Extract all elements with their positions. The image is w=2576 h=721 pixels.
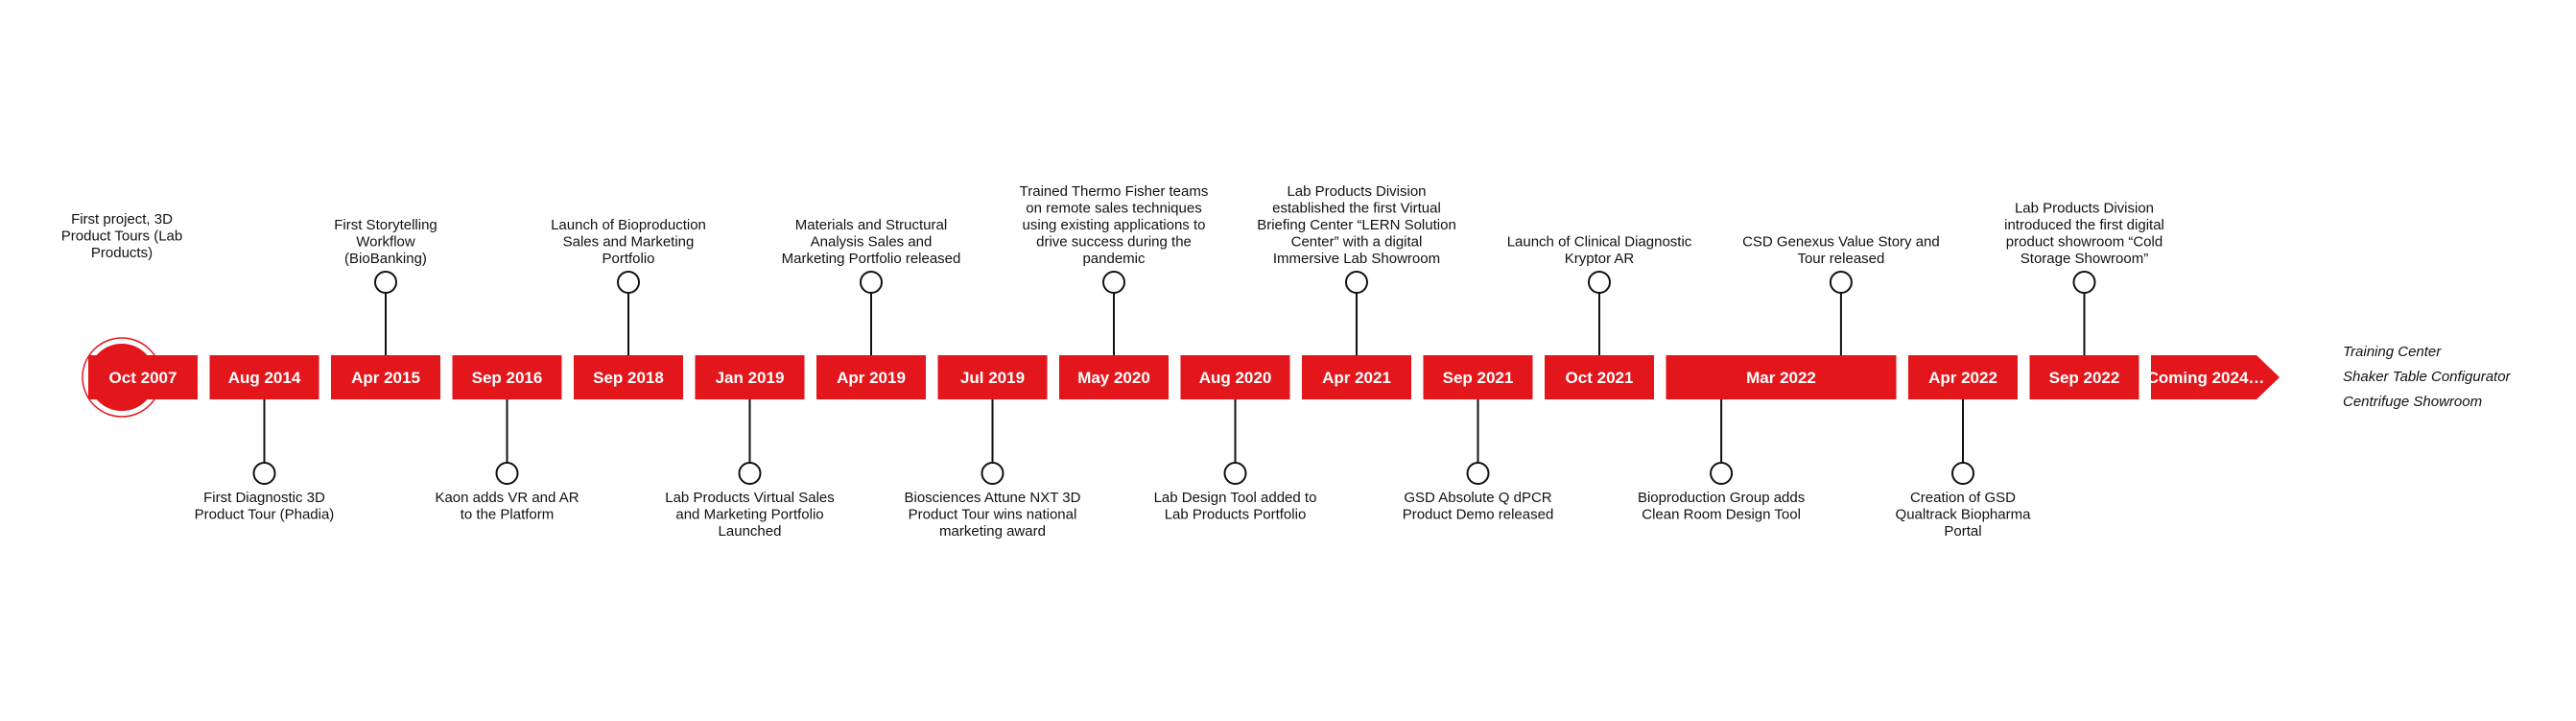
- connector-circle: [618, 272, 639, 293]
- connector-circle: [1468, 463, 1489, 484]
- description-line: Materials and Structural: [794, 217, 948, 233]
- connector-circle: [1103, 272, 1124, 293]
- date-label: Oct 2021: [1565, 369, 1634, 387]
- connector-circle: [1831, 272, 1852, 293]
- description-line: Center” with a digital: [1290, 233, 1423, 251]
- description-line: Lab Design Tool added to: [1153, 490, 1317, 506]
- description-line: product showroom “Cold: [2005, 233, 2163, 251]
- description-line: Qualtrack Biopharma: [1895, 506, 2031, 523]
- description-line: marketing award: [939, 523, 1046, 540]
- description-line: introduced the first digital: [2004, 217, 2164, 233]
- connector-circle: [254, 463, 275, 484]
- milestone: [1302, 355, 1411, 399]
- description-line: Biosciences Attune NXT 3D: [904, 490, 1081, 506]
- date-label: Sep 2021: [1442, 369, 1514, 387]
- description-line: Products): [90, 245, 154, 261]
- date-label: Aug 2014: [227, 369, 301, 387]
- date-label: Mar 2022: [1746, 369, 1816, 387]
- milestone: [453, 355, 562, 399]
- milestone: [938, 355, 1048, 399]
- description-line: (BioBanking): [344, 251, 427, 267]
- connector-circle: [1952, 463, 1973, 484]
- milestone: [1059, 355, 1169, 399]
- description-line: Storage Showroom”: [2020, 251, 2149, 267]
- milestone-description: [1154, 490, 1317, 523]
- description-line: Immersive Lab Showroom: [1272, 251, 1441, 267]
- milestone: [1908, 355, 2018, 399]
- description-line: and Marketing Portfolio: [675, 506, 824, 523]
- milestone: [574, 355, 683, 399]
- connector-circle: [497, 463, 518, 484]
- description-line: Analysis Sales and: [810, 233, 933, 251]
- connector-circle: [982, 463, 1004, 484]
- description-line: Portfolio: [602, 251, 655, 267]
- description-line: Bioproduction Group adds: [1637, 490, 1806, 506]
- description-line: CSD Genexus Value Story and: [1742, 233, 1940, 251]
- description-line: Sales and Marketing: [562, 233, 695, 251]
- description-line: GSD Absolute Q dPCR: [1404, 490, 1552, 506]
- description-line: Lab Products Portfolio: [1164, 506, 1307, 523]
- milestone-description: [1742, 234, 1940, 268]
- coming-item: Training Center: [2343, 344, 2442, 360]
- description-line: Portal: [1944, 523, 1982, 540]
- description-line: to the Platform: [460, 506, 555, 523]
- milestone: [1181, 355, 1290, 399]
- description-line: Tour released: [1797, 251, 1885, 267]
- date-label: Apr 2019: [837, 369, 906, 387]
- description-line: Product Tour (Phadia): [194, 506, 335, 523]
- description-line: pandemic: [1082, 251, 1146, 267]
- milestone-description: [1896, 490, 2032, 540]
- description-line: Workflow: [356, 233, 415, 251]
- milestone: [1545, 355, 1654, 399]
- date-label: Apr 2022: [1928, 369, 1997, 387]
- description-line: First project, 3D: [71, 211, 173, 228]
- description-line: Launch of Bioproduction: [551, 217, 706, 233]
- description-line: Trained Thermo Fisher teams: [1019, 183, 1209, 200]
- date-label: Sep 2016: [471, 369, 543, 387]
- date-label: Sep 2018: [593, 369, 664, 387]
- milestone-description: [905, 490, 1081, 540]
- date-label: Jan 2019: [715, 369, 785, 387]
- milestone-description: [551, 217, 706, 267]
- date-label: Coming 2024…: [2146, 369, 2265, 387]
- milestone-description: [782, 217, 961, 267]
- milestone-description: [195, 490, 335, 523]
- milestone: [696, 355, 805, 399]
- milestone: [1424, 355, 1533, 399]
- description-line: established the first Virtual: [1272, 200, 1441, 217]
- description-line: First Storytelling: [334, 217, 437, 233]
- connector-circle: [1589, 272, 1610, 293]
- milestone: [331, 355, 440, 399]
- date-label: Oct 2007: [108, 369, 177, 387]
- description-line: Product Tours (Lab: [60, 228, 183, 245]
- description-line: Kryptor AR: [1564, 251, 1635, 267]
- date-label: Apr 2015: [351, 369, 420, 387]
- description-line: Creation of GSD: [1909, 490, 2017, 506]
- timeline-bar: [83, 338, 2280, 417]
- description-line: First Diagnostic 3D: [203, 490, 325, 506]
- description-line: Briefing Center “LERN Solution: [1257, 217, 1456, 233]
- description-line: Lab Products Division: [2014, 200, 2155, 217]
- description-line: Marketing Portfolio released: [781, 251, 961, 267]
- connector-circle: [375, 272, 396, 293]
- description-line: Launched: [718, 523, 782, 540]
- description-line: Clean Room Design Tool: [1642, 506, 1801, 523]
- milestone-description: [61, 211, 182, 261]
- milestone-description: [1257, 183, 1456, 267]
- milestone-description: [2004, 201, 2164, 268]
- date-label: Aug 2020: [1198, 369, 1272, 387]
- milestone-description: [665, 490, 835, 540]
- milestone-description: [435, 490, 579, 523]
- milestone: [816, 355, 926, 399]
- milestone: [1666, 355, 1897, 399]
- description-line: Lab Products Virtual Sales: [665, 490, 835, 506]
- milestone-description: [334, 217, 437, 267]
- milestone: [83, 338, 198, 417]
- connector-circle: [1225, 463, 1246, 484]
- milestone: [2147, 355, 2280, 399]
- description-line: Product Demo released: [1402, 506, 1554, 523]
- description-line: using existing applications to: [1022, 217, 1206, 233]
- connector-circle: [1711, 463, 1732, 484]
- milestone-description: [1020, 183, 1209, 267]
- milestone: [2030, 355, 2139, 399]
- milestone: [210, 355, 319, 399]
- milestone-description: [1638, 490, 1805, 523]
- description-line: Product Tour wins national: [908, 506, 1077, 523]
- description-line: Launch of Clinical Diagnostic: [1506, 233, 1692, 251]
- connector-circle: [740, 463, 761, 484]
- description-line: Lab Products Division: [1287, 183, 1427, 200]
- description-line: drive success during the: [1036, 233, 1192, 251]
- date-label: Apr 2021: [1322, 369, 1391, 387]
- coming-item: Shaker Table Configurator: [2343, 369, 2511, 385]
- coming-soon-list: [2343, 344, 2512, 410]
- description-line: Kaon adds VR and AR: [435, 490, 579, 506]
- milestone-description: [1507, 234, 1692, 268]
- date-label: Jul 2019: [959, 369, 1026, 387]
- description-line: on remote sales techniques: [1026, 200, 1202, 217]
- milestone-description: [1403, 490, 1554, 523]
- connector-circle: [861, 272, 882, 293]
- coming-item: Centrifuge Showroom: [2343, 394, 2483, 410]
- connector-circle: [2074, 272, 2095, 293]
- date-label: Sep 2022: [2048, 369, 2120, 387]
- date-label: May 2020: [1077, 369, 1150, 387]
- connector-circle: [1346, 272, 1367, 293]
